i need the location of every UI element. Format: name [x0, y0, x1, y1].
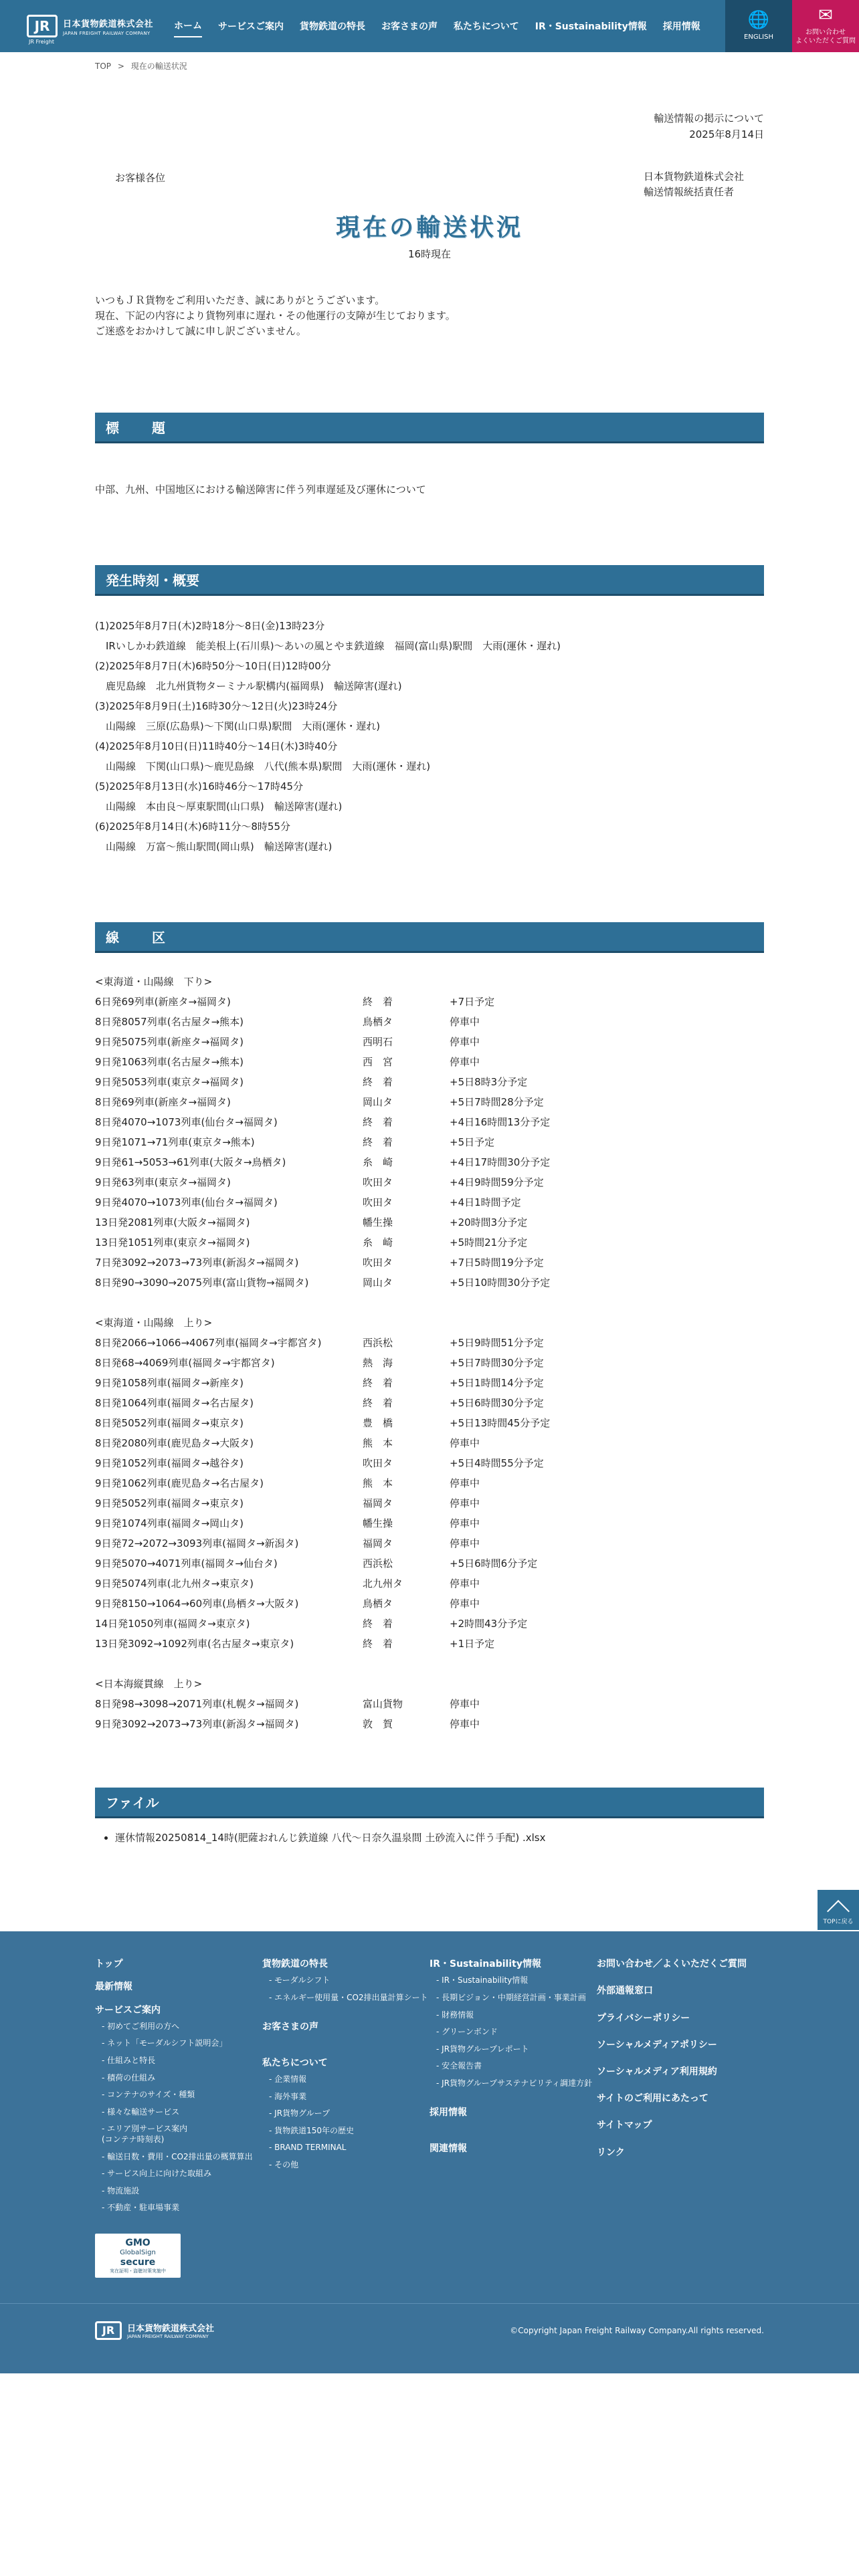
logo-name-ja: 日本貨物鉄道株式会社: [63, 19, 154, 29]
footer-link[interactable]: ソーシャルメディア利用規約: [597, 2066, 717, 2077]
footer-sublink[interactable]: - その他: [262, 2160, 430, 2171]
train-status: +5日7時間28分予定: [450, 1096, 544, 1109]
train-status: +4日17時間30分予定: [450, 1156, 551, 1169]
footer-sublink[interactable]: - エリア別サービス案内 (コンテナ時刻表): [95, 2124, 262, 2145]
train-name: 9日発63列車(東京タ→福岡タ): [95, 1176, 231, 1189]
footer-sublink[interactable]: - JR貨物グループサステナビリティ調達方針: [430, 2078, 597, 2089]
train-name: 8日発69列車(新座タ→福岡タ): [95, 1096, 231, 1109]
train-row: [95, 1714, 764, 1734]
nav-recruit[interactable]: 採用情報: [662, 21, 700, 32]
train-name: 8日発4070→1073列車(仙台タ→福岡タ): [95, 1116, 278, 1129]
page-title: 現在の輸送状況: [335, 213, 523, 241]
train-row: [95, 1614, 764, 1634]
globe-icon: 🌐: [747, 9, 770, 30]
train-row: [95, 1393, 764, 1413]
site-logo[interactable]: [0, 0, 167, 52]
train-status: 停車中: [450, 1056, 480, 1069]
train-location: 終 着: [363, 1397, 393, 1410]
train-location: 北九州タ: [363, 1578, 403, 1590]
title-text: 中部、九州、中国地区における輸送障害に伴う列車遅延及び運休について: [95, 484, 426, 496]
train-row: [95, 1413, 764, 1433]
footer-sublink[interactable]: - 海外事業: [262, 2092, 430, 2103]
train-location: 終 着: [363, 1638, 393, 1650]
logo-name-en: JAPAN FREIGHT RAILWAY COMPANY: [63, 30, 151, 36]
train-status: +4日1時間予定: [450, 1196, 521, 1209]
footer-link[interactable]: 貨物鉄道の特長: [262, 1959, 328, 1970]
train-row: [95, 1594, 764, 1614]
train-row: [95, 1574, 764, 1594]
train-name: 9日発5053列車(東京タ→福岡タ): [95, 1076, 244, 1089]
occurrence-time: (1)2025年8月7日(木)2時18分～8日(金)13時23分: [95, 620, 325, 633]
train-location: 福岡タ: [363, 1497, 393, 1510]
footer-link[interactable]: 最新情報: [95, 1981, 132, 1993]
train-row: [95, 1493, 764, 1513]
global-nav: [167, 0, 725, 52]
train-row: [95, 1694, 764, 1714]
train-status: +5日7時間30分予定: [450, 1357, 544, 1370]
breadcrumb-separator: >: [117, 62, 124, 71]
train-name: 9日発5075列車(新座タ→福岡タ): [95, 1036, 244, 1049]
train-location: 熊 本: [363, 1477, 393, 1490]
train-name: 8日発2066→1066→4067列車(福岡タ→宇都宮タ): [95, 1337, 322, 1350]
breadcrumb: [0, 52, 859, 80]
train-row: [95, 1273, 764, 1293]
train-status: +7日5時間19分予定: [450, 1257, 544, 1269]
footer-sublink[interactable]: - 不動産・駐車場事業: [95, 2203, 262, 2214]
footer-sublink[interactable]: - 輸送日数・費用・CO2排出量の概算算出: [95, 2152, 262, 2163]
train-name: 9日発5074列車(北九州タ→東京タ): [95, 1578, 254, 1590]
occurrence-detail: IRいしかわ鉄道線 能美根上(石川県)～あいの風とやま鉄道線 福岡(富山県)駅間 大雨(運休・遅れ): [106, 640, 561, 653]
page-subtitle: 16時現在: [407, 247, 452, 260]
train-name: 13日発1051列車(東京タ→福岡タ): [95, 1237, 250, 1249]
copyright: ©Copyright Japan Freight Railway Company.All rights reserved.: [510, 2325, 764, 2335]
footer-sublink[interactable]: - 仕組みと特長: [95, 2056, 262, 2066]
train-row: [95, 1533, 764, 1553]
train-status: +5日4時間55分予定: [450, 1457, 544, 1470]
train-status: +7日予定: [450, 996, 495, 1008]
footer-sublink[interactable]: - BRAND TERMINAL: [262, 2143, 430, 2153]
train-location: 福岡タ: [363, 1537, 393, 1550]
footer-link[interactable]: 関連情報: [430, 2143, 467, 2154]
train-row: [95, 1634, 764, 1654]
train-location: 終 着: [363, 996, 393, 1008]
nav-features[interactable]: 貨物鉄道の特長: [300, 21, 365, 32]
train-row: [95, 1253, 764, 1273]
train-status: +5日6時間30分予定: [450, 1397, 544, 1410]
train-name: 9日発1058列車(福岡タ→新座タ): [95, 1377, 244, 1390]
train-location: 熱 海: [363, 1357, 393, 1370]
train-row: [95, 1112, 764, 1132]
train-name: 8日発98→3098→2071列車(札幌タ→福岡タ): [95, 1698, 299, 1711]
train-status: +5時間21分予定: [450, 1237, 528, 1249]
train-status: 停車中: [450, 1537, 480, 1550]
footer-col-4: [597, 1958, 764, 2278]
train-location: 岡山タ: [363, 1277, 393, 1289]
train-row: [95, 1032, 764, 1052]
train-row: [95, 1212, 764, 1232]
occurrence-time: (5)2025年8月13日(水)16時46分～17時45分: [95, 780, 304, 793]
train-name: 8日発2080列車(鹿児島タ→大阪タ): [95, 1437, 254, 1450]
train-name: 9日発4070→1073列車(仙台タ→福岡タ): [95, 1196, 278, 1209]
train-name: 13日発3092→1092列車(名古屋タ→東京タ): [95, 1638, 294, 1650]
train-status: +4日16時間13分予定: [450, 1116, 551, 1129]
train-row: [95, 1553, 764, 1574]
train-name: 8日発5052列車(福岡タ→東京タ): [95, 1417, 244, 1430]
footer-sublink[interactable]: - 物流施設: [95, 2186, 262, 2197]
line-group: [95, 1674, 764, 1734]
train-location: 吹田タ: [363, 1196, 393, 1209]
train-name: 14日発1050列車(福岡タ→東京タ): [95, 1618, 250, 1630]
line-group: [95, 1313, 764, 1654]
section-heading-occurrence: 発生時刻・概要: [95, 565, 764, 596]
train-location: 熊 本: [363, 1437, 393, 1450]
nav-home[interactable]: ホーム: [174, 15, 202, 37]
occurrence-detail: 山陽線 三原(広島県)～下関(山口県)駅間 大雨(運休・遅れ): [106, 720, 381, 733]
footer-sublink[interactable]: - 企業情報: [262, 2074, 430, 2085]
occurrence-time: (4)2025年8月10日(日)11時40分～14日(木)3時40分: [95, 740, 338, 753]
train-row: [95, 1152, 764, 1172]
footer-sublink[interactable]: - 初めてご利用の方へ: [95, 2022, 262, 2032]
train-name: 9日発3092→2073→73列車(新潟タ→福岡タ): [95, 1718, 299, 1731]
footer-sublink[interactable]: - 積荷の仕組み: [95, 2073, 262, 2084]
footer-col-3: [430, 1958, 597, 2278]
train-row: [95, 1072, 764, 1092]
footer-sublink[interactable]: - 貨物鉄道150年の歴史: [262, 2126, 430, 2137]
train-name: 7日発3092→2073→73列車(新潟タ→福岡タ): [95, 1257, 299, 1269]
train-row: [95, 1453, 764, 1473]
train-row: [95, 1473, 764, 1493]
contact-button[interactable]: ✉ お問い合わせ よくいただくご質問: [792, 0, 859, 52]
mail-icon: ✉: [818, 5, 833, 25]
footer-link[interactable]: リンク: [597, 2147, 625, 2158]
train-location: 吹田タ: [363, 1457, 393, 1470]
footer-col-1: [95, 1958, 262, 2278]
train-status: 停車中: [450, 1517, 480, 1530]
breadcrumb-current: 現在の輸送状況: [130, 62, 187, 71]
back-to-top-button[interactable]: TOPに戻る: [818, 1890, 859, 1930]
train-status: 停車中: [450, 1016, 480, 1029]
occurrence-time: (3)2025年8月9日(土)16時30分～12日(火)23時24分: [95, 700, 338, 713]
notice-header: 輸送情報の掲示について 2025年8月14日: [654, 112, 764, 140]
train-status: +5日6時間6分予定: [450, 1558, 538, 1570]
footer-link[interactable]: 私たちについて: [262, 2057, 328, 2068]
footer-sublink[interactable]: - サービス向上に向けた取組み: [95, 2169, 262, 2179]
footer-sublink[interactable]: - グリーンボンド: [430, 2027, 597, 2038]
train-location: 敦 賀: [363, 1718, 393, 1731]
jr-logo-mark: JR JR Freight: [27, 15, 58, 37]
intro-text: いつもＪＲ貨物をご利用いただき、誠にありがとうございます。 現在、下記の内容により貨物列車に遅れ・その他運行の支障が生じております。 ご迷惑をおかけして誠に申し訳ございません。: [95, 294, 456, 337]
train-name: 9日発5070→4071列車(福岡タ→仙台タ): [95, 1558, 278, 1570]
footer-link[interactable]: トップ: [95, 1959, 123, 1970]
occurrence-list: [95, 616, 764, 857]
train-location: 鳥栖タ: [363, 1016, 393, 1029]
train-status: 停車中: [450, 1598, 480, 1610]
train-name: 8日発90→3090→2075列車(富山貨物→福岡タ): [95, 1277, 309, 1289]
train-location: 西浜松: [363, 1558, 393, 1570]
train-row: [95, 1373, 764, 1393]
footer-link[interactable]: 外部通報窓口: [597, 1985, 653, 1997]
train-status: +5日1時間14分予定: [450, 1377, 544, 1390]
train-location: 富山貨物: [363, 1698, 403, 1711]
globalsign-seal[interactable]: GMO GlobalSign secure 実在証明・盗聴対策実施中: [95, 2234, 181, 2278]
occurrence-detail: 山陽線 万富～熊山駅間(岡山県) 輸送障害(遅れ): [106, 841, 332, 853]
train-location: 終 着: [363, 1076, 393, 1089]
train-row: [95, 1513, 764, 1533]
footer-sublink[interactable]: - エネルギー使用量・CO2排出量計算シート: [262, 1993, 430, 2004]
footer-sublink[interactable]: - コンテナのサイズ・種類: [95, 2090, 262, 2101]
train-status: +20時間3分予定: [450, 1216, 528, 1229]
line-group-name: <東海道・山陽線 下り>: [95, 976, 213, 988]
footer-sublink[interactable]: - 安全報告書: [430, 2061, 597, 2072]
train-location: 幡生操: [363, 1216, 393, 1229]
train-row: [95, 1052, 764, 1072]
train-location: 幡生操: [363, 1517, 393, 1530]
train-status: +5日予定: [450, 1136, 495, 1149]
main-content: [95, 110, 764, 1844]
occurrence-time: (2)2025年8月7日(木)6時50分～10日(日)12時00分: [95, 660, 331, 673]
train-location: 西 宮: [363, 1056, 393, 1069]
jr-logo-mark: JR: [95, 2321, 122, 2340]
footer-link[interactable]: IR・Sustainability情報: [430, 1959, 541, 1970]
train-name: 9日発1052列車(福岡タ→越谷タ): [95, 1457, 244, 1470]
train-row: [95, 1172, 764, 1192]
english-button[interactable]: 🌐 ENGLISH: [725, 0, 792, 52]
footer-sublink[interactable]: - 長期ビジョン・中期経営計画・事業計画: [430, 1993, 597, 2004]
train-status: 停車中: [450, 1698, 480, 1711]
footer-sublink[interactable]: - JR貨物グループ: [262, 2109, 430, 2119]
nav-ir[interactable]: IR・Sustainability情報: [535, 21, 647, 32]
train-location: 鳥栖タ: [363, 1598, 393, 1610]
train-status: +4日9時間59分予定: [450, 1176, 544, 1189]
line-list: [95, 972, 764, 1734]
train-row: [95, 1333, 764, 1353]
train-location: 西浜松: [363, 1337, 393, 1350]
train-name: 9日発5052列車(福岡タ→東京タ): [95, 1497, 244, 1510]
train-name: 9日発61→5053→61列車(大阪タ→鳥栖タ): [95, 1156, 286, 1169]
train-status: 停車中: [450, 1718, 480, 1731]
occurrence-time: (6)2025年8月14日(木)6時11分～8時55分: [95, 821, 291, 833]
footer-sublink[interactable]: - 様々な輸送サービス: [95, 2107, 262, 2118]
train-status: 停車中: [450, 1497, 480, 1510]
footer-link[interactable]: ソーシャルメディアポリシー: [597, 2039, 717, 2050]
train-location: 糸 崎: [363, 1237, 393, 1249]
train-status: 停車中: [450, 1477, 480, 1490]
train-status: +5日13時間45分予定: [450, 1417, 551, 1430]
train-name: 8日発68→4069列車(福岡タ→宇都宮タ): [95, 1357, 275, 1370]
section-heading-file: ファイル: [95, 1788, 764, 1818]
footer-sublink[interactable]: - JR貨物グループレポート: [430, 2044, 597, 2055]
breadcrumb-top[interactable]: TOP: [95, 62, 112, 71]
train-status: +2時間43分予定: [450, 1618, 528, 1630]
train-row: [95, 1012, 764, 1032]
train-name: 9日発1071→71列車(東京タ→熊本): [95, 1136, 255, 1149]
footer-col-2: [262, 1958, 430, 2278]
site-header: [0, 0, 859, 52]
line-group-name: <東海道・山陽線 上り>: [95, 1317, 213, 1329]
footer-link[interactable]: 採用情報: [430, 2107, 467, 2118]
train-location: 豊 橋: [363, 1417, 393, 1430]
train-row: [95, 1353, 764, 1373]
footer-link[interactable]: サイトマップ: [597, 2120, 652, 2131]
footer-link[interactable]: サービスご案内: [95, 2004, 161, 2016]
train-status: +5日8時3分予定: [450, 1076, 528, 1089]
nav-about[interactable]: 私たちについて: [454, 21, 519, 32]
train-location: 西明石: [363, 1036, 393, 1049]
train-name: 9日発72→2072→3093列車(福岡タ→新潟タ): [95, 1537, 299, 1550]
train-name: 8日発8057列車(名古屋タ→熊本): [95, 1016, 244, 1029]
footer-sublink[interactable]: - ネット「モーダルシフト説明会」: [95, 2038, 262, 2049]
nav-voice[interactable]: お客さまの声: [381, 21, 438, 32]
train-status: 停車中: [450, 1036, 480, 1049]
train-name: 6日発69列車(新座タ→福岡タ): [95, 996, 231, 1008]
sender: 日本貨物鉄道株式会社 輸送情報統括責任者: [643, 171, 744, 199]
footer-link[interactable]: お客さまの声: [262, 2021, 318, 2032]
footer-link[interactable]: お問い合わせ／よくいただくご質問: [597, 1959, 747, 1970]
train-name: 9日発1063列車(名古屋タ→熊本): [95, 1056, 244, 1069]
section-heading-title: 標 題: [95, 413, 764, 443]
nav-services[interactable]: サービスご案内: [218, 21, 284, 32]
train-row: [95, 1092, 764, 1112]
train-location: 糸 崎: [363, 1156, 393, 1169]
footer-link[interactable]: プライバシーポリシー: [597, 2012, 690, 2024]
train-location: 終 着: [363, 1618, 393, 1630]
train-location: 終 着: [363, 1116, 393, 1129]
train-row: [95, 992, 764, 1012]
train-name: 9日発1074列車(福岡タ→岡山タ): [95, 1517, 244, 1530]
train-row: [95, 1232, 764, 1253]
train-row: [95, 1192, 764, 1212]
file-link[interactable]: • 運休情報20250814_14時(肥薩おれんじ鉄道線 八代〜日奈久温泉間 土砂流入に伴う手配) .xlsx: [115, 1830, 764, 1844]
train-status: +1日予定: [450, 1638, 495, 1650]
section-heading-lines: 線 区: [95, 922, 764, 953]
site-footer: [0, 1918, 859, 2373]
footer-logo[interactable]: JR 日本貨物鉄道株式会社 JAPAN FREIGHT RAILWAY COMPANY: [95, 2321, 214, 2340]
line-group-name: <日本海縦貫線 上り>: [95, 1678, 203, 1691]
train-location: 吹田タ: [363, 1257, 393, 1269]
occurrence-detail: 山陽線 下関(山口県)～鹿児島線 八代(熊本県)駅間 大雨(運休・遅れ): [106, 760, 431, 773]
line-group: [95, 972, 764, 1293]
footer-link[interactable]: サイトのご利用にあたって: [597, 2093, 709, 2105]
train-name: 8日発1064列車(福岡タ→名古屋タ): [95, 1397, 254, 1410]
footer-sublink[interactable]: - 財務情報: [430, 2010, 597, 2021]
train-status: +5日9時間51分予定: [450, 1337, 544, 1350]
train-status: 停車中: [450, 1437, 480, 1450]
train-status: 停車中: [450, 1578, 480, 1590]
train-location: 岡山タ: [363, 1096, 393, 1109]
footer-sublink[interactable]: - モーダルシフト: [262, 1975, 430, 1986]
train-location: 終 着: [363, 1136, 393, 1149]
train-name: 9日発1062列車(鹿児島タ→名古屋タ): [95, 1477, 264, 1490]
train-row: [95, 1433, 764, 1453]
train-location: 終 着: [363, 1377, 393, 1390]
train-row: [95, 1132, 764, 1152]
file-list: [95, 1830, 764, 1844]
addressee: お客様各位: [115, 172, 166, 184]
train-name: 9日発8150→1064→60列車(鳥栖タ→大阪タ): [95, 1598, 299, 1610]
train-name: 13日発2081列車(大阪タ→福岡タ): [95, 1216, 250, 1229]
footer-sublink[interactable]: - IR・Sustainability情報: [430, 1975, 597, 1986]
train-status: +5日10時間30分予定: [450, 1277, 551, 1289]
train-location: 吹田タ: [363, 1176, 393, 1189]
occurrence-detail: 山陽線 本由良～厚東駅間(山口県) 輸送障害(遅れ): [106, 800, 343, 813]
occurrence-detail: 鹿児島線 北九州貨物ターミナル駅構内(福岡県) 輸送障害(遅れ): [106, 680, 402, 693]
